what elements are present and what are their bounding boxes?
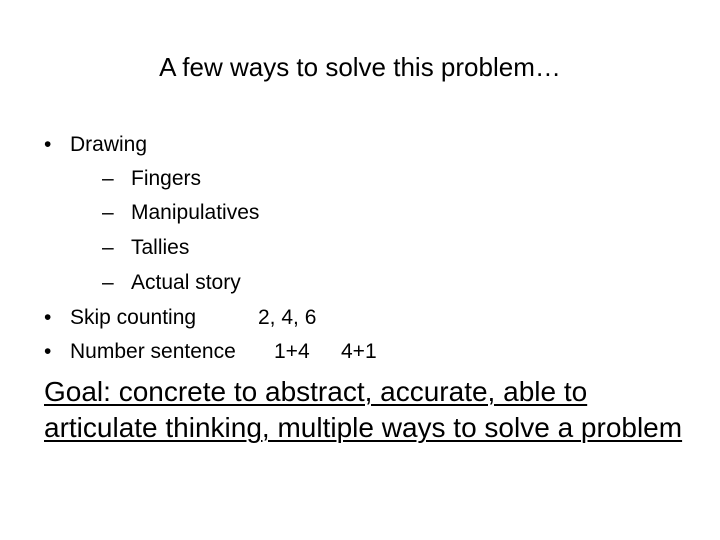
skip-counting-sequence: 2, 4, 6 — [258, 306, 317, 329]
bullet-text: Drawing — [70, 133, 148, 156]
sub-item-text: Tallies — [131, 236, 190, 259]
sub-item-actual-story — [102, 266, 241, 300]
bullet-item-number-sentence — [44, 335, 377, 369]
bullet-text: Number sentence — [70, 340, 236, 363]
bullet-marker: • — [44, 340, 52, 363]
bullet-item-drawing — [44, 128, 147, 162]
sub-item-text: Manipulatives — [131, 201, 260, 224]
number-sentence-1: 1+4 — [274, 340, 310, 363]
dash-marker: – — [102, 236, 114, 259]
goal-statement: Goal: concrete to abstract, accurate, able to articulate thinking, multiple ways to solve a problem — [44, 376, 683, 443]
sub-item-text: Actual story — [131, 271, 241, 294]
sub-item-fingers — [102, 162, 201, 196]
dash-marker: – — [102, 271, 114, 294]
sub-item-tallies — [102, 231, 189, 265]
dash-marker: – — [102, 167, 114, 190]
bullet-marker: • — [44, 306, 52, 329]
sub-item-text: Fingers — [131, 167, 202, 190]
slide-title: A few ways to solve this problem… — [159, 52, 561, 82]
number-sentence-2: 4+1 — [341, 340, 377, 363]
dash-marker: – — [102, 201, 114, 224]
sub-item-manipulatives — [102, 196, 259, 230]
bullet-item-skip-counting — [44, 301, 317, 335]
bullet-marker: • — [44, 133, 52, 156]
bullet-text: Skip counting — [70, 306, 197, 329]
